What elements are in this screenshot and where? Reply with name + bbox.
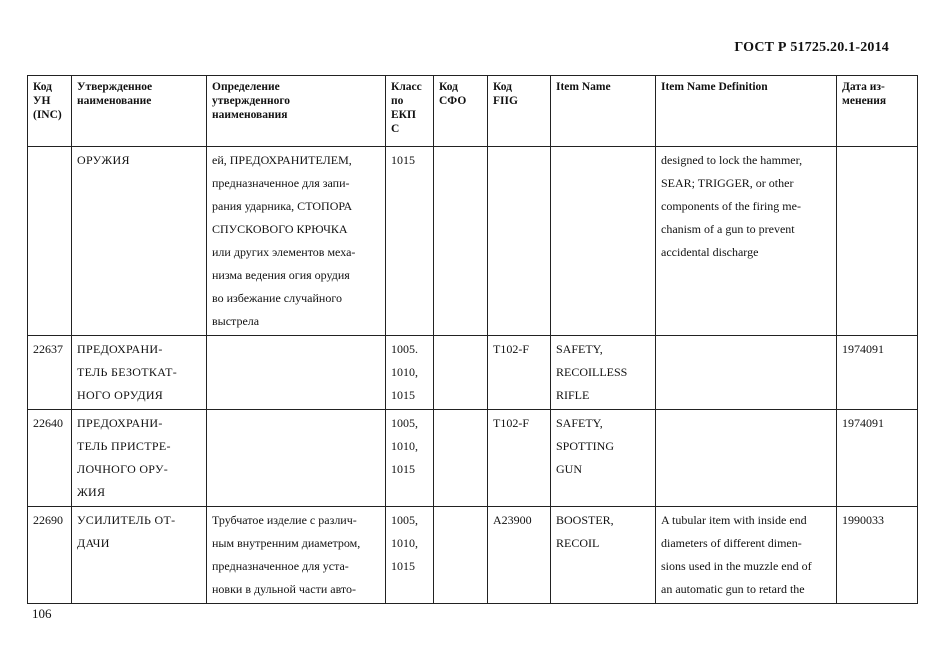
- table-row: [28, 336, 918, 410]
- catalog-table: [27, 75, 918, 604]
- cell-change-date: [837, 147, 918, 336]
- col-header-change-date: Дата из- менения: [837, 76, 918, 147]
- col-header-class: Класс по ЕКП С: [386, 76, 434, 147]
- cell-item-name: [551, 147, 656, 336]
- cell-sfo: [434, 336, 488, 410]
- cell-definition: ей, ПРЕДОХРАНИТЕЛЕМ, предназначенное для запи- рания ударника, СТОПОРА СПУСКОВОГО КРЮЧКА или других элементов меха- низма ведения огия орудия во избежание случайного выстрела: [207, 147, 386, 336]
- cell-sfo: [434, 147, 488, 336]
- cell-change-date: 1974091: [837, 336, 918, 410]
- col-header-sfo: Код СФО: [434, 76, 488, 147]
- cell-item-name: BOOSTER, RECOIL: [551, 507, 656, 604]
- table-row: [28, 147, 918, 336]
- col-header-approved-name: Утвержденное наименование: [72, 76, 207, 147]
- page-number: 106: [32, 606, 52, 621]
- col-header-definition: Определение утвержденного наименования: [207, 76, 386, 147]
- cell-item-name-definition: designed to lock the hammer, SEAR; TRIGGER, or other components of the firing me- chanism of a gun to prevent accidental discharge: [656, 147, 837, 336]
- cell-sfo: [434, 507, 488, 604]
- table-header-row: [28, 76, 918, 147]
- cell-definition: Трубчатое изделие с различ- ным внутренним диаметром, предназначенное для уста- новки в дульной части авто-: [207, 507, 386, 604]
- cell-class: 1015: [386, 147, 434, 336]
- cell-approved-name: ПРЕДОХРАНИ- ТЕЛЬ ПРИСТРЕ- ЛОЧНОГО ОРУ- ЖИЯ: [72, 410, 207, 507]
- cell-item-name-definition: [656, 410, 837, 507]
- cell-fiig: T102-F: [488, 336, 551, 410]
- cell-item-name-definition: A tubular item with inside end diameters of different dimen- sions used in the muzzle end of an automatic gun to retard the: [656, 507, 837, 604]
- cell-class: 1005. 1010, 1015: [386, 336, 434, 410]
- cell-approved-name: ПРЕДОХРАНИ- ТЕЛЬ БЕЗОТКАТ- НОГО ОРУДИЯ: [72, 336, 207, 410]
- cell-sfo: [434, 410, 488, 507]
- table-row: [28, 507, 918, 604]
- col-header-fiig: Код FIIG: [488, 76, 551, 147]
- cell-change-date: 1990033: [837, 507, 918, 604]
- cell-class: 1005, 1010, 1015: [386, 507, 434, 604]
- cell-inc: 22637: [28, 336, 72, 410]
- cell-change-date: 1974091: [837, 410, 918, 507]
- cell-item-name: SAFETY, RECOILLESS RIFLE: [551, 336, 656, 410]
- cell-inc: [28, 147, 72, 336]
- cell-definition: [207, 410, 386, 507]
- cell-approved-name: ОРУЖИЯ: [72, 147, 207, 336]
- cell-approved-name: УСИЛИТЕЛЬ ОТ- ДАЧИ: [72, 507, 207, 604]
- col-header-item-name: Item Name: [551, 76, 656, 147]
- cell-inc: 22640: [28, 410, 72, 507]
- cell-fiig: A23900: [488, 507, 551, 604]
- cell-fiig: [488, 147, 551, 336]
- cell-definition: [207, 336, 386, 410]
- col-header-inc: Код УН (INC): [28, 76, 72, 147]
- col-header-item-name-definition: Item Name Definition: [656, 76, 837, 147]
- cell-class: 1005, 1010, 1015: [386, 410, 434, 507]
- table-row: [28, 410, 918, 507]
- cell-inc: 22690: [28, 507, 72, 604]
- cell-fiig: T102-F: [488, 410, 551, 507]
- cell-item-name-definition: [656, 336, 837, 410]
- document-code: ГОСТ Р 51725.20.1-2014: [734, 40, 889, 55]
- cell-item-name: SAFETY, SPOTTING GUN: [551, 410, 656, 507]
